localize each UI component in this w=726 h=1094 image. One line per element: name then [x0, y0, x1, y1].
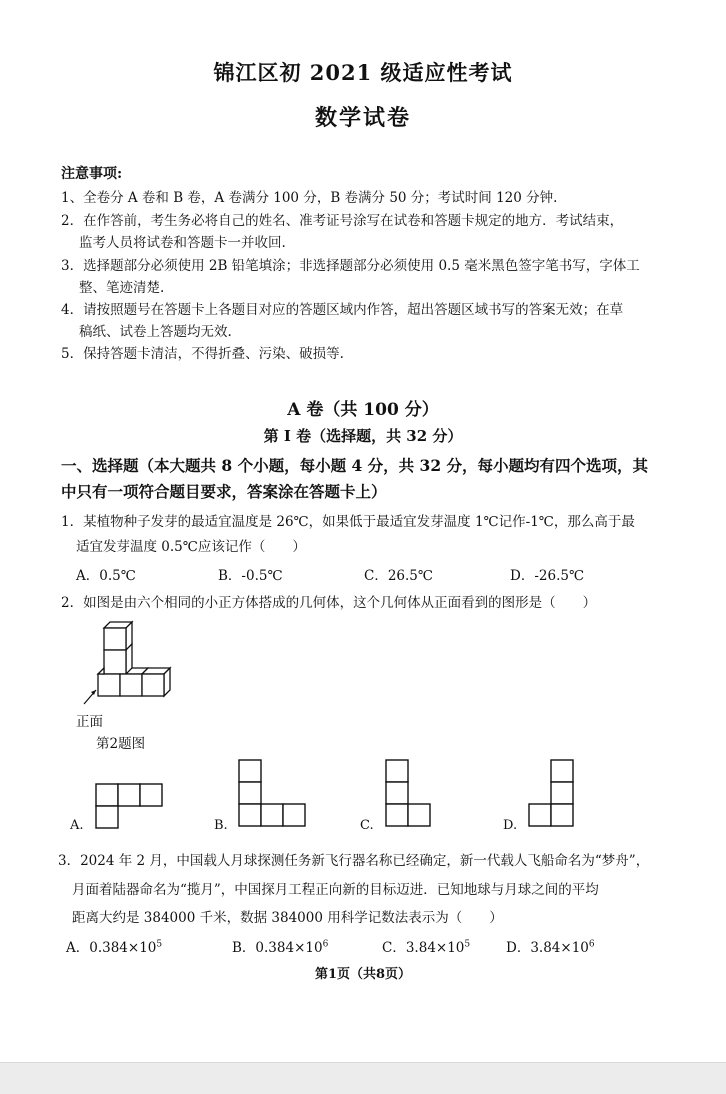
- question-3-option-d: D．$3.84\times 10^6$: [506, 939, 595, 956]
- question-2-text: 2．如图是由六个相同的小正方体搭成的几何体，这个几何体从正面看到的图形是（ ）: [61, 595, 597, 611]
- part-one-title: 第 I 卷（选择题，共 32 分）: [263, 427, 463, 445]
- question-2-choice-c-label: C.: [360, 818, 374, 833]
- note-line: 1、全卷分 A 卷和 B 卷，A 卷满分 100 分，B 卷满分 50 分；考试时间 120 分钟.: [61, 190, 558, 206]
- question-1-option-b: B．-0.5℃: [218, 568, 283, 584]
- note-line: 4．请按照题号在答题卡上各题目对应的答题区域内作答，超出答题区域书写的答案无效；在草: [61, 302, 624, 318]
- section-instructions: 中只有一项符合题目要求，答案涂在答题卡上）: [61, 482, 387, 501]
- note-line: 5．保持答题卡清洁，不得折叠、污染、破损等.: [61, 346, 344, 362]
- cube-solid-figure: [88, 618, 188, 704]
- question-2-figure-caption: 第2题图: [96, 736, 146, 752]
- section-a-title: A 卷（共 100 分）: [287, 400, 439, 420]
- question-1-option-c: C．26.5℃: [364, 568, 433, 584]
- exam-subtitle: 数学试卷: [314, 105, 411, 131]
- choice-c-shape: [386, 760, 436, 830]
- question-3-option-a: A．$0.384\times 10^5$: [66, 939, 163, 956]
- page-number: 第1页（共8页）: [314, 967, 412, 982]
- question-1-option-a: A．0.5℃: [76, 568, 136, 584]
- choice-d-shape: [529, 760, 579, 830]
- exam-title: 锦江区初 2021 级适应性考试: [213, 60, 513, 85]
- section-instructions: 一、选择题（本大题共 8 个小题，每小题 4 分，共 32 分，每小题均有四个选项，其: [61, 456, 649, 475]
- note-line: 2．在作答前，考生务必将自己的姓名、准考证号涂写在试卷和答题卡规定的地方．考试结束，: [61, 213, 624, 229]
- front-view-label: 正面: [76, 714, 103, 730]
- note-line: 整、笔迹清楚.: [79, 280, 165, 296]
- choice-b-shape: [239, 760, 309, 830]
- question-1-text: 1．某植物种子发芽的最适宜温度是 26℃，如果低于最适宜发芽温度 1℃记作-1℃，那么高于最: [61, 514, 635, 530]
- note-line: 3．选择题部分必须使用 2B 铅笔填涂；非选择题部分必须使用 0.5 毫米黑色签字笔书写，字体工: [61, 258, 640, 274]
- choice-a-shape: [96, 784, 166, 830]
- question-1-text: 适宜发芽温度 0.5℃应该记作（ ）: [76, 539, 306, 555]
- viewer-bottom-bar: [0, 1062, 726, 1094]
- question-2-choice-d-label: D.: [503, 818, 518, 833]
- question-3-text: 月面着陆器命名为“揽月”，中国探月工程正向新的目标迈进．已知地球与月球之间的平均: [72, 882, 599, 898]
- notes-heading: 注意事项:: [61, 166, 123, 182]
- question-2-choice-a-label: A.: [70, 818, 84, 833]
- question-3-option-b: B．$0.384\times 10^6$: [232, 939, 329, 956]
- note-line: 监考人员将试卷和答题卡一并收回.: [79, 235, 286, 251]
- note-line: 稿纸、试卷上答题均无效.: [79, 324, 232, 340]
- question-1-option-d: D．-26.5℃: [510, 568, 585, 584]
- question-3-text: 3．2024 年 2 月，中国载人月球探测任务新飞行器名称已经确定，新一代载人飞船命名为“梦舟”，: [58, 853, 650, 869]
- question-3-text: 距离大约是 384000 千米，数据 384000 用科学记数法表示为（ ）: [72, 910, 503, 926]
- question-2-choice-b-label: B.: [214, 818, 228, 833]
- question-3-option-c: C．$3.84\times 10^5$: [382, 939, 471, 956]
